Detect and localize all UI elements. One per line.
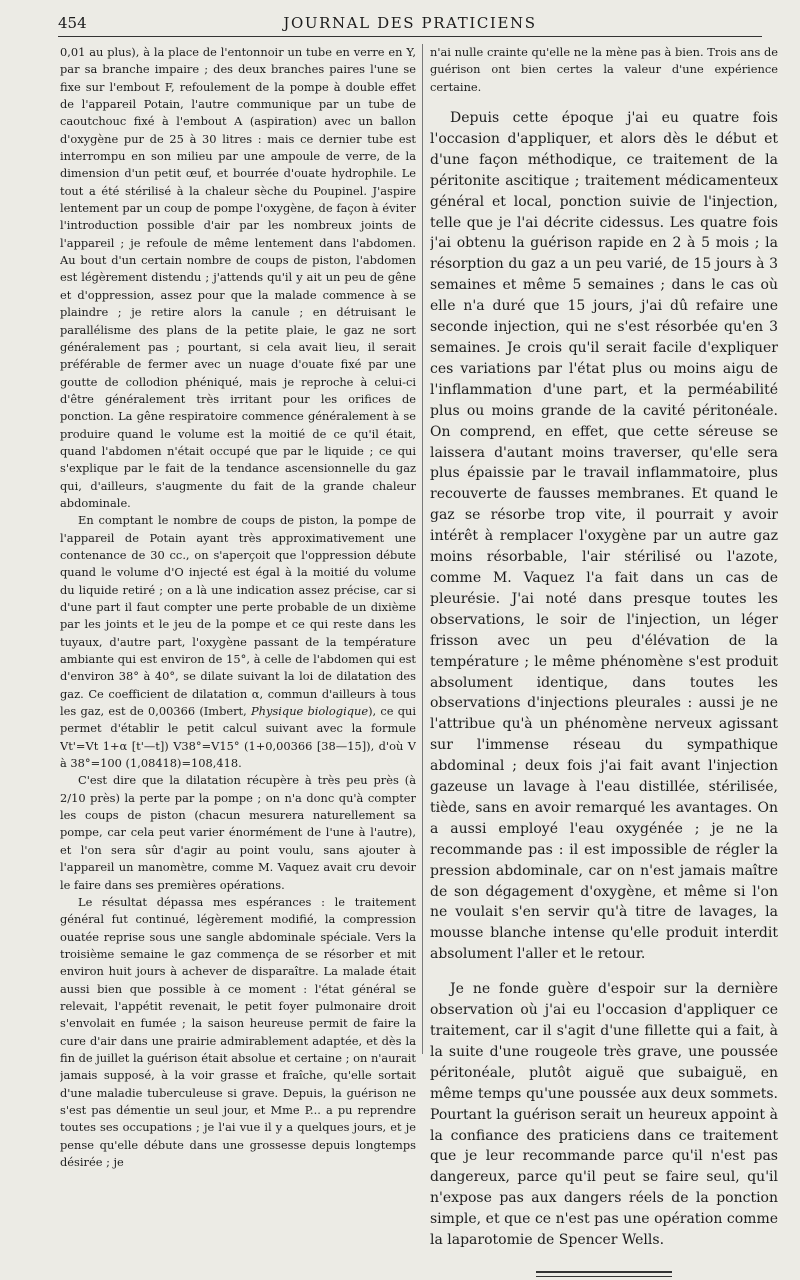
- right-paragraph-1: Depuis cette époque j'ai eu quatre fois l'occasion d'appliquer, et alors dès le début et d'une façon méthodique, ce traitement de la péritonite ascitique ; traitement médicamenteux général et local, ponction suivie de l'injection, telle que je l'ai décrite cidessus. Les quatre fois j'ai obtenu la guérison rapide en 2 à 5 mois ; la résorption du gaz a un peu varié, de 15 jours à 3 semaines et même 5 semaines ; dans le cas où elle n'a duré que 15 jours, j'ai dû refaire une seconde injection, qui ne s'est résorbée qu'en 3 semaines. Je crois qu'il serait facile d'expliquer ces variations par l'état plus ou moins aigu de l'inflammation d'une part, et la perméabilité plus ou moins grande de la cavité péritonéale. On comprend, en effet, que cette séreuse se laissera d'autant moins traverser, qu'elle sera plus épaissie par le travail inflammatoire, plus recouverte de fausses membranes. Et quand le gaz se résorbe trop vite, il pourrait y avoir intérêt à remplacer l'oxygène par un autre gaz moins résorbable, l'air stérilisé ou l'azote, comme M. Vaquez l'a fait dans un cas de pleurésie. J'ai noté dans presque toutes les observations, le soir de l'injection, un léger frisson avec un peu d'élévation de la température ; le même phénomène s'est produit absolument identique, dans toutes les observations d'injections pleurales : aussi je ne l'attribue qu'à un phénomène nerveux agissant sur l'immense réseau du sympathique abdominal ; deux fois j'ai fait avant l'injection gazeuse un lavage à l'eau distillée, stérilisée, tiède, sans en avoir remarqué les avantages. On a aussi employé l'eau oxygénée ; je ne la recommande pas : il est impossible de régler la pression abdominale, car on n'est jamais maître de son dégagement d'oxygène, et même si l'on ne voulait s'en servir qu'à titre de lavages, la mousse blanche intense qu'elle produit interdit absolument l'aller et le retour.: [430, 110, 778, 963]
- column-divider: [422, 44, 423, 1054]
- page-number: 454: [58, 14, 87, 32]
- left-paragraph-2-text-a: En comptant le nombre de coups de piston, la pompe de l'appareil de Potain ayant très approximativement une contenance de 30 cc., on s'aperçoit que l'oppression débute quand le volume d'O injecté est égal à la moitié du volume du liquide retiré ; on a là une indication assez précise, car si d'une part il faut compter une perte probable de un dixième par les joints et le jeu de la pompe et ce qui reste dans les tuyaux, d'autre part, l'oxygène passant de la température ambiante qui est environ de 15°, à celle de l'abdomen qui est d'environ 38° à 40°, se dilate suivant la loi de dilatation des gaz. Ce coefficient de dilatation α, commun d'ailleurs à tous les gaz, est de 0,00366 (Imbert,: [60, 513, 416, 719]
- page-header: [58, 14, 762, 37]
- right-continuation-text: n'ai nulle crainte qu'elle ne la mène pas à bien. Trois ans de guérison ont bien certes la valeur d'une expérience certaine.: [430, 45, 778, 94]
- left-paragraph-4: Le résultat dépassa mes espérances : le traitement général fut continué, légèrement modifié, la compression ouatée reprise sous une sangle abdominale spéciale. Vers la troisième semaine le gaz commença de se résorber et mit environ huit jours à achever de disparaître. La malade était aussi bien que possible à ce moment : l'état général se relevait, l'appétit revenait, le petit foyer pulmonaire droit s'envolait en fumée ; la saison heureuse permit de faire la cure d'air dans une prairie admirablement adaptée, et dès la fin de juillet la guérison était absolue et certaine ; on n'aurait jamais supposé, à la voir grasse et fraîche, qu'elle sortait d'une maladie tuberculeuse si grave. Depuis, la guérison ne s'est pas démentie un seul jour, et Mme P... a pu reprendre toutes ses occupations ; je l'ai vue il y a quelques jours, et je pense qu'elle débute dans une grossesse depuis longtemps désirée ; je: [60, 894, 416, 1169]
- left-paragraph-2-text-b: ), ce qui permet d'établir le petit calcul suivant avec la formule Vt'=Vt 1+α [t'—t]) V38°=V15° (1+0,00366 [38—15]), d'où V à 38°=100 (1,08418)=108,418.: [60, 704, 416, 771]
- left-paragraph-1: 0,01 au plus), à la place de l'entonnoir un tube en verre en Y, par sa branche impaire ; des deux branches paires l'une se fixe sur l'embout F, refoulement de la pompe à double effet de l'appareil Potain, l'autre communique par un tube de caoutchouc fixé à l'embout A (aspiration) avec un ballon d'oxygène pur de 25 à 30 litres : mais ce dernier tube est interrompu en son milieu par une ampoule de verre, de la dimension d'un petit œuf, et bourrée d'ouate hydrophile. Le tout a été stérilisé à la chaleur sèche du Poupinel. J'aspire lentement par un coup de pompe l'oxygène, de façon à éviter l'introduction possible d'air par les nombreux joints de l'appareil ; je refoule de même lentement dans l'abdomen. Au bout d'un certain nombre de coups de piston, l'abdomen est légèrement distendu ; j'attends qu'il y ait un peu de gêne et d'oppression, assez pour que la malade commence à se plaindre ; je retire alors la canule ; en détruisant le parallélisme des plans de la petite plaie, le gaz ne sort généralement pas ; pourtant, si cela avait lieu, il serait préférable de fermer avec un nuage d'ouate fixé par une goutte de collodion phéniqué, mais je reproche à celui-ci d'être généralement très irritant pour les orifices de ponction. La gêne respiratoire commence généralement à se produire quand le volume est la moitié de ce qu'il était, quand l'abdomen n'était occupé que par le liquide ; ce qui s'explique par le fait de la tendance ascensionnelle du gaz qui, d'ailleurs, s'augmente du fait de la grande chaleur abdominale.: [60, 45, 416, 510]
- right-paragraph-2: Je ne fonde guère d'espoir sur la dernière observation où j'ai eu l'occasion d'appliquer ce traitement, car il s'agit d'une fillette qui a fait, à la suite d'une rougeole très grave, une poussée péritonéale, plutôt aiguë que subaiguë, en même temps qu'une poussée aux deux sommets. Pourtant la guérison serait un heureux appoint à la confiance des praticiens dans ce traitement que je leur recommande parce qu'il n'est pas dangereux, parce qu'il peut se faire seul, qu'il n'expose pas aux dangers réels de la ponction simple, et que ce n'est pas une opération comme la laparotomie de Spencer Wells.: [430, 981, 778, 1249]
- right-column: [430, 44, 778, 1280]
- left-column: [60, 44, 416, 1171]
- book-title-italic: Physique biologique: [250, 704, 369, 719]
- section-end-ornament: [536, 1271, 672, 1277]
- left-paragraph-3: C'est dire que la dilatation récupère à très peu près (à 2/10 près) la perte par la pompe ; on n'a donc qu'à compter les coups de piston (chacun mesurera naturellement sa pompe, car cela peut varier énormément de l'une à l'autre), et l'on sera sûr d'agir au point voulu, sans ajouter à l'appareil un manomètre, comme M. Vaquez avait cru devoir le faire dans ses premières opérations.: [60, 773, 416, 892]
- running-title: JOURNAL DES PRATICIENS: [283, 14, 537, 32]
- left-paragraph-2: [60, 512, 416, 772]
